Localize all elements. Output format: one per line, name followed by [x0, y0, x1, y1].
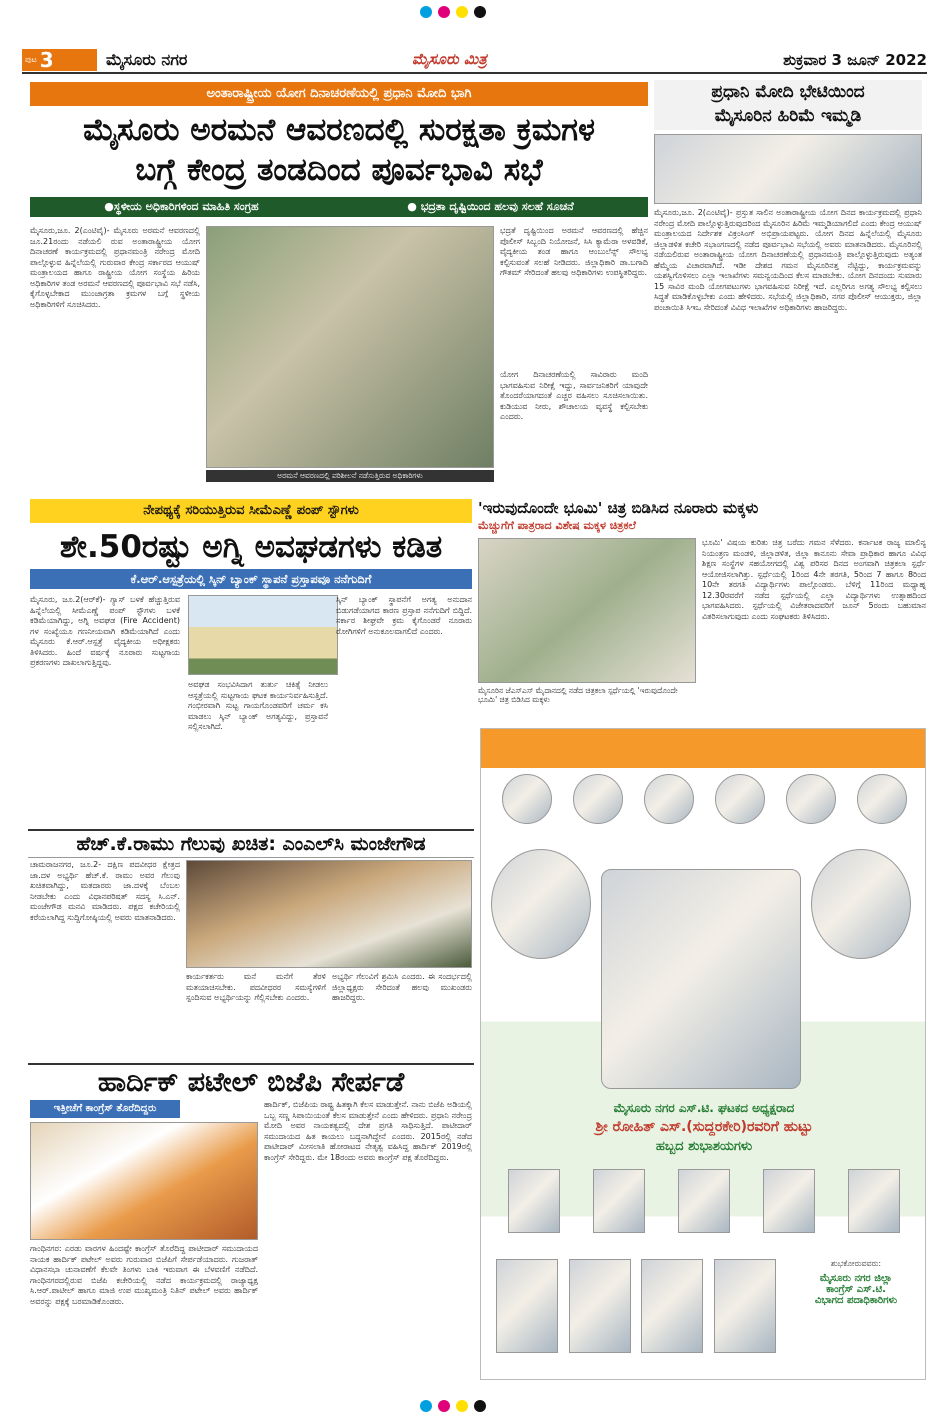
fire-col-3: ಸ್ಕಿನ್ ಬ್ಯಾಂಕ್ ಸ್ಥಾಪನೆಗೆ ಅಗತ್ಯ ಅನುದಾನ ಬಿಡುಗಡೆಯಾಗದ ಕಾರಣ ಪ್ರಸ್ತಾಪ ನನೆಗುದಿಗೆ ಬಿದ್ದಿದೆ. ಸರ್ಕಾರ ಶೀಘ್ರವೇ ಕ್ರಮ ಕೈಗೊಂಡರೆ ನೂರಾರು ರೋಗಿಗಳಿಗೆ ಅನುಕೂಲವಾಗಲಿದೆ ಎಂದರು. [336, 595, 472, 636]
page-label: ಪುಟ [25, 55, 37, 64]
mlc-headline: ಹೆಚ್.ಕೆ.ರಾಮು ಗೆಲುವು ಖಚಿತ: ಎಂಎಲ್‌ಸಿ ಮಂಜೇಗೌಡ [28, 829, 474, 858]
lead-col-3: ಭದ್ರತೆ ದೃಷ್ಟಿಯಿಂದ ಅರಮನೆ ಆವರಣದಲ್ಲಿ ಹೆಚ್ಚಿನ ಪೊಲೀಸ್ ಸಿಬ್ಬಂದಿ ನಿಯೋಜನೆ, ಸಿಸಿ ಕ್ಯಾಮೆರಾ ಅಳವಡಿಕೆ, ವೈದ್ಯಕೀಯ ತಂಡ ಹಾಗೂ ಆಂಬುಲೆನ್ಸ್ ಸೌಲಭ್ಯ ಕಲ್ಪಿಸುವಂತೆ ಸಲಹೆ ನೀಡಿದರು. ಜಿಲ್ಲಾಧಿಕಾರಿ ಡಾ.ಬಗಾದಿ ಗೌತಮ್ ಸೇರಿದಂತೆ ಹಲವು ಅಧಿಕಾರಿಗಳು ಉಪಸ್ಥಿತರಿದ್ದರು. [500, 226, 648, 277]
ad-portrait [496, 1259, 558, 1353]
mlc-col-1: ಚಾಮರಾಜನಗರ, ಜೂ.2- ದಕ್ಷಿಣ ಪದವೀಧರ ಕ್ಷೇತ್ರದ ಜಾ.ದಳ ಅಭ್ಯರ್ಥಿ ಹೆಚ್.ಕೆ. ರಾಮು ಅವರ ಗೆಲುವು ಖಚಿತವಾಗಿದ್ದು, ಮತದಾರರು ಜಾ.ದಳಕ್ಕೆ ಬೆಂಬಲ ನೀಡಬೇಕು ಎಂದು ವಿಧಾನಪರಿಷತ್ ಸದಸ್ಯ ಸಿ.ಎನ್. ಮಂಜೇಗೌಡ ಮನವಿ ಮಾಡಿದರು. ಪಕ್ಷದ ಕಚೇರಿಯಲ್ಲಿ ಕರೆಯಲಾಗಿದ್ದ ಸುದ್ದಿಗೋಷ್ಠಿಯಲ್ಲಿ ಅವರು ಮಾತನಾಡಿದರು. [30, 860, 180, 922]
ad-portrait [678, 1169, 730, 1233]
pm-headline-line1: ಪ್ರಧಾನಿ ಮೋದಿ ಭೇಟಿಯಿಂದ [711, 82, 865, 102]
registration-mark [420, 6, 432, 18]
ad-from-label: ಶುಭಕೋರುವವರು: [830, 1259, 882, 1268]
registration-mark [456, 6, 468, 18]
lead-col-4: ಯೋಗ ದಿನಾಚರಣೆಯಲ್ಲಿ ಸಾವಿರಾರು ಮಂದಿ ಭಾಗವಹಿಸುವ ನಿರೀಕ್ಷೆ ಇದ್ದು, ಸಾರ್ವಜನಿಕರಿಗೆ ಯಾವುದೇ ತೊಂದರೆಯಾಗದಂತೆ ಎಚ್ಚರ ವಹಿಸಲು ಸೂಚಿಸಲಾಯಿತು. ಕುಡಿಯುವ ನೀರು, ಶೌಚಾಲಯ ವ್ಯವಸ್ಥೆ ಕಲ್ಪಿಸಬೇಕು ಎಂದರು. [500, 370, 648, 421]
ad-from-line1: ಮೈಸೂರು ನಗರ ಜಿಲ್ಲಾ [819, 1273, 893, 1284]
registration-mark [438, 6, 450, 18]
registration-mark [474, 6, 486, 18]
lead-photo [206, 226, 494, 468]
ad-portrait [508, 1169, 560, 1233]
ad-side-portrait-right [811, 849, 911, 959]
pm-headline-box [654, 80, 922, 130]
ad-portrait [786, 774, 836, 824]
registration-mark [438, 1400, 450, 1412]
ad-portrait [573, 774, 623, 824]
issue-date: ಶುಕ್ರವಾರ 3 ಜೂನ್ 2022 [783, 51, 927, 69]
registration-marks-top [420, 6, 520, 20]
registration-mark [474, 1400, 486, 1412]
ad-title-line: ಮೈಸೂರು ನಗರ ಎಸ್.ಟಿ. ಘಟಕದ ಅಧ್ಯಕ್ಷರಾದ [613, 1101, 795, 1115]
ad-portrait [857, 774, 907, 824]
ad-from-block [791, 1259, 921, 1369]
ad-side-portrait-left [491, 849, 591, 959]
lead-sub-1: ●ಸ್ಥಳೀಯ ಅಧಿಕಾರಿಗಳಿಂದ ಮಾಹಿತಿ ಸಂಗ್ರಹ [104, 200, 259, 213]
kids-drawing-photo [478, 538, 696, 683]
fire-kicker: ನೇಪಥ್ಯಕ್ಕೆ ಸರಿಯುತ್ತಿರುವ ಸೀಮೆಎಣ್ಣೆ ಪಂಪ್ ಸ್ಟೌಗಳು [30, 499, 472, 523]
hardik-subhead: ಇತ್ತೀಚೆಗೆ ಕಾಂಗ್ರೆಸ್ ತೊರೆದಿದ್ದರು [30, 1100, 180, 1118]
lead-photo-caption: ಅರಮನೆ ಆವರಣದಲ್ಲಿ ಪರಿಶೀಲನೆ ನಡೆಸುತ್ತಿರುವ ಅಧಿಕಾರಿಗಳು [206, 470, 494, 482]
lead-kicker: ಅಂತಾರಾಷ್ಟ್ರೀಯ ಯೋಗ ದಿನಾಚರಣೆಯಲ್ಲಿ ಪ್ರಧಾನಿ ಮೋದಿ ಭಾಗಿ [30, 82, 648, 106]
section-name: ಮೈಸೂರು ನಗರ [106, 50, 188, 69]
mlc-press-photo [186, 860, 472, 968]
ad-portrait [715, 774, 765, 824]
mlc-col-3: ಅಭ್ಯರ್ಥಿ ಗೆಲುವಿಗೆ ಶ್ರಮಿಸಿ ಎಂದರು. ಈ ಸಂದರ್ಭದಲ್ಲಿ ಜಿಲ್ಲಾಧ್ಯಕ್ಷರು ಸೇರಿದಂತೆ ಹಲವು ಮುಖಂಡರು ಹಾಜರಿದ್ದರು. [332, 972, 472, 1002]
lead-col-1: ಮೈಸೂರು,ಜೂ. 2(ಎಂಟಿವೈ)- ಮೈಸೂರು ಅರಮನೆ ಆವರಣದಲ್ಲಿ ಜೂ.21ರಂದು ನಡೆಯಲಿ ರುವ ಅಂತಾರಾಷ್ಟ್ರೀಯ ಯೋಗ ದಿನಾಚರಣೆ ಕಾರ್ಯಕ್ರಮದಲ್ಲಿ ಪ್ರಧಾನಮಂತ್ರಿ ನರೇಂದ್ರ ಮೋದಿ ಪಾಲ್ಗೊಳ್ಳುವ ಹಿನ್ನೆಲೆಯಲ್ಲಿ ಗುರುವಾರ ಕೇಂದ್ರ ಸರ್ಕಾರದ ಆಯುಷ್ ಮಂತ್ರಾಲಯದ ಹಾಗೂ ರಾಷ್ಟ್ರೀಯ ಯೋಗ ಸಂಸ್ಥೆಯ ಹಿರಿಯ ಅಧಿಕಾರಿಗಳ ತಂಡ ಅರಮನೆ ಆವರಣದಲ್ಲಿ ಪೂರ್ವಭಾವಿ ಸಭೆ ನಡೆಸಿ, ಕೈಗೊಳ್ಳಬೇಕಾದ ಮುಂಜಾಗ್ರತಾ ಕ್ರಮಗಳ ಬಗ್ಗೆ ಸ್ಥಳೀಯ ಅಧಿಕಾರಿಗಳಿಗೆ ಸೂಚಿಸಿದರು. [30, 226, 200, 309]
ad-portrait [644, 774, 694, 824]
fire-col-2: ಅವಘಡ ಸಂಭವಿಸಿದಾಗ ತುರ್ತು ಚಿಕಿತ್ಸೆ ನೀಡಲು ಆಸ್ಪತ್ರೆಯಲ್ಲಿ ಸುಟ್ಟಗಾಯ ಘಟಕ ಕಾರ್ಯನಿರ್ವಹಿಸುತ್ತಿದೆ. ಗಂಭೀರವಾಗಿ ಸುಟ್ಟ ಗಾಯಗೊಂಡವರಿಗೆ ಚರ್ಮ ಕಸಿ ಮಾಡಲು ಸ್ಕಿನ್ ಬ್ಯಾಂಕ್ ಅಗತ್ಯವಿದ್ದು, ಪ್ರಸ್ತಾವನೆ ಸಲ್ಲಿಸಲಾಗಿದೆ. [188, 680, 328, 731]
registration-mark [420, 1400, 432, 1412]
kids-subhead: ಮೆಚ್ಚುಗೆಗೆ ಪಾತ್ರರಾದ ವಿಶೇಷ ಮಕ್ಕಳ ಚಿತ್ರಕಲೆ [478, 519, 636, 532]
page-number: 3 [39, 48, 54, 72]
hardik-col-2: ಹಾರ್ದಿಕ್, ಬಿಜೆಪಿಯ ರಾಷ್ಟ್ರ ಹಿತಕ್ಕಾಗಿ ಕೆಲಸ ಮಾಡುತ್ತೇನೆ. ನಾನು ಬಿಜೆಪಿ ಅಡಿಯಲ್ಲಿ ಒಬ್ಬ ಸಣ್ಣ ಸಿಪಾಯಿಯಂತೆ ಕೆಲಸ ಮಾಡುತ್ತೇನೆ ಎಂದು ಹೇಳಿದರು. ಪ್ರಧಾನಿ ನರೇಂದ್ರ ಮೋದಿ ಅವರ ನಾಯಕತ್ವದಲ್ಲಿ ದೇಶ ಪ್ರಗತಿ ಸಾಧಿಸುತ್ತಿದೆ. ಪಾಟೀದಾರ್ ಸಮುದಾಯದ ಹಿತ ಕಾಯಲು ಬದ್ಧನಾಗಿದ್ದೇನೆ ಎಂದರು. 2015ರಲ್ಲಿ ನಡೆದ ಪಾಟೀದಾರ್ ಮೀಸಲಾತಿ ಹೋರಾಟದ ನೇತೃತ್ವ ವಹಿಸಿದ್ದ ಹಾರ್ದಿಕ್ 2019ರಲ್ಲಿ ಕಾಂಗ್ರೆಸ್ ಸೇರಿದ್ದರು. ಮೇ 18ರಂದು ಅವರು ಕಾಂಗ್ರೆಸ್ ಪಕ್ಷ ತೊರೆದಿದ್ದರು. [264, 1100, 472, 1162]
lead-headline-line1: ಮೈಸೂರು ಅರಮನೆ ಆವರಣದಲ್ಲಿ ಸುರಕ್ಷತಾ ಕ್ರಮಗಳ [83, 112, 595, 148]
pm-story-body: ಮೈಸೂರು,ಜೂ. 2(ಎಂಟಿವೈ)- ಪ್ರಸ್ತುತ ಸಾಲಿನ ಅಂತಾರಾಷ್ಟ್ರೀಯ ಯೋಗ ದಿನದ ಕಾರ್ಯಕ್ರಮದಲ್ಲಿ ಪ್ರಧಾನಿ ನರೇಂದ್ರ ಮೋದಿ ಪಾಲ್ಗೊಳ್ಳುತ್ತಿರುವುದರಿಂದ ಮೈಸೂರಿನ ಹಿರಿಮೆ ಇಮ್ಮಡಿಯಾಗಲಿದೆ ಎಂದು ಕೇಂದ್ರ ಆಯುಷ್ ಮಂತ್ರಾಲಯದ ನಿರ್ದೇಶಕ ವಿಕ್ರಂಸಿಂಗ್ ಅಭಿಪ್ರಾಯಪಟ್ಟರು. ಯೋಗ ದಿನದ ಹಿನ್ನೆಲೆಯಲ್ಲಿ ಮೈಸೂರು ಜಿಲ್ಲಾಡಳಿತ ಕಚೇರಿ ಸಭಾಂಗಣದಲ್ಲಿ ನಡೆದ ಪೂರ್ವಭಾವಿ ಸಭೆಯಲ್ಲಿ ಅವರು ಮಾತನಾಡಿದರು. ಮೈಸೂರಿನಲ್ಲಿ ನಡೆಯಲಿರುವ ಅಂತಾರಾಷ್ಟ್ರೀಯ ಯೋಗ ದಿನಾಚರಣೆಯಲ್ಲಿ ಪ್ರಧಾನಮಂತ್ರಿ ಪಾಲ್ಗೊಳ್ಳುತ್ತಿರುವುದು ಅತ್ಯಂತ ಹೆಮ್ಮೆಯ ವಿಚಾರವಾಗಿದೆ. ಇಡೀ ದೇಶದ ಗಮನ ಮೈಸೂರಿನತ್ತ ನೆಟ್ಟಿದ್ದು, ಕಾರ್ಯಕ್ರಮವನ್ನು ಯಶಸ್ವಿಗೊಳಿಸಲು ಎಲ್ಲಾ ಇಲಾಖೆಗಳು ಸಮನ್ವಯದಿಂದ ಕೆಲಸ ಮಾಡಬೇಕು. ಯೋಗ ದಿನದಂದು ಸುಮಾರು 15 ಸಾವಿರ ಮಂದಿ ಯೋಗಪಟುಗಳು ಭಾಗವಹಿಸುವ ನಿರೀಕ್ಷೆ ಇದೆ. ಎಲ್ಲರಿಗೂ ಅಗತ್ಯ ಸೌಲಭ್ಯ ಕಲ್ಪಿಸಲು ಸಿದ್ಧತೆ ಮಾಡಿಕೊಳ್ಳಬೇಕು ಎಂದು ಹೇಳಿದರು. ಸಭೆಯಲ್ಲಿ ಜಿಲ್ಲಾಧಿಕಾರಿ, ನಗರ ಪೊಲೀಸ್ ಆಯುಕ್ತರು, ಜಿಲ್ಲಾ ಪಂಚಾಯಿತಿ ಸಿಇಒ ಸೇರಿದಂತೆ ವಿವಿಧ ಇಲಾಖೆಗಳ ಅಧಿಕಾರಿಗಳು ಹಾಜರಿದ್ದರು. [654, 208, 922, 312]
hardik-headline: ಹಾರ್ದಿಕ್ ಪಟೇಲ್ ಬಿಜೆಪಿ ಸೇರ್ಪಡೆ [28, 1063, 474, 1101]
ad-portrait [593, 1169, 645, 1233]
birthday-ad [480, 728, 926, 1380]
ad-portrait [569, 1259, 631, 1353]
page-header [22, 48, 927, 74]
hardik-joining-photo [30, 1122, 258, 1240]
kids-photo-caption: ಮೈಸೂರಿನ ಜೆಎಸ್‌ಎಸ್ ಮೈದಾನದಲ್ಲಿ ನಡೆದ ಚಿತ್ರಕಲಾ ಸ್ಪರ್ಧೆಯಲ್ಲಿ 'ಇರುವುದೊಂದೇ ಭೂಮಿ' ಚಿತ್ರ ಬಿಡಿಸಿದ ಮಕ್ಕಳು [478, 686, 678, 704]
ad-portrait-row [491, 739, 917, 859]
fire-col-1: ಮೈಸೂರು, ಜೂ.2(ಆರ್‌ಕೆ)- ಗ್ಯಾಸ್ ಬಳಕೆ ಹೆಚ್ಚುತ್ತಿರುವ ಹಿನ್ನೆಲೆಯಲ್ಲಿ ಸೀಮೆಎಣ್ಣೆ ಪಂಪ್ ಸ್ಟೌಗಳು ಬಳಕೆ ಕಡಿಮೆಯಾಗಿದ್ದು, ಅಗ್ನಿ ಅವಘಡ (Fire Accident) ಗಳ ಸಂಖ್ಯೆಯೂ ಗಣನೀಯವಾಗಿ ಕಡಿಮೆಯಾಗಿದೆ ಎಂದು ಮೈಸೂರು ಕೆ.ಆರ್.ಆಸ್ಪತ್ರೆ ವೈದ್ಯಕೀಯ ಅಧೀಕ್ಷಕರು ತಿಳಿಸಿದರು. ಹಿಂದೆ ವರ್ಷಕ್ಕೆ ನೂರಾರು ಸುಟ್ಟಗಾಯ ಪ್ರಕರಣಗಳು ದಾಖಲಾಗುತ್ತಿದ್ದವು. [30, 595, 180, 667]
kids-body: ಭೂಮಿ' ವಿಷಯ ಕುರಿತು ಚಿತ್ರ ಬರೆದು ಗಮನ ಸೆಳೆದರು. ಕರ್ನಾಟಕ ರಾಜ್ಯ ಮಾಲಿನ್ಯ ನಿಯಂತ್ರಣ ಮಂಡಳಿ, ಜಿಲ್ಲಾಡಳಿತ, ಜಿಲ್ಲಾ ಕಾನೂನು ಸೇವಾ ಪ್ರಾಧಿಕಾರ ಹಾಗೂ ವಿವಿಧ ಶಿಕ್ಷಣ ಸಂಸ್ಥೆಗಳ ಸಹಯೋಗದಲ್ಲಿ ವಿಶ್ವ ಪರಿಸರ ದಿನದ ಅಂಗವಾಗಿ ಚಿತ್ರಕಲಾ ಸ್ಪರ್ಧೆ ಆಯೋಜಿಸಲಾಗಿತ್ತು. ಸ್ಪರ್ಧೆಯಲ್ಲಿ 1ರಿಂದ 4ನೇ ತರಗತಿ, 5ರಿಂದ 7 ಹಾಗೂ 8ರಿಂದ 10ನೇ ತರಗತಿ ವಿದ್ಯಾರ್ಥಿಗಳು ಪಾಲ್ಗೊಂಡರು. ಬೆಳಿಗ್ಗೆ 11ರಿಂದ ಮಧ್ಯಾಹ್ನ 12.30ರವರೆಗೆ ನಡೆದ ಸ್ಪರ್ಧೆಯಲ್ಲಿ ಎಲ್ಲಾ ವಿದ್ಯಾರ್ಥಿಗಳು ಉತ್ಸಾಹದಿಂದ ಭಾಗವಹಿಸಿದರು. ಸ್ಪರ್ಧೆಯಲ್ಲಿ ವಿಜೇತರಾದವರಿಗೆ ಜೂನ್ 5ರಂದು ಬಹುಮಾನ ವಿತರಿಸಲಾಗುವುದು ಎಂದು ಸಂಘಟಕರು ತಿಳಿಸಿದರು. [702, 538, 926, 621]
lead-subheads [30, 197, 648, 217]
pm-headline-line2: ಮೈಸೂರಿನ ಹಿರಿಮೆ ಇಮ್ಮಡಿ [714, 106, 862, 126]
ad-portrait [502, 774, 552, 824]
ad-wish-line: ಹಬ್ಬದ ಶುಭಾಶಯಗಳು [655, 1139, 753, 1154]
ad-bottom-portrait-row [491, 1259, 781, 1359]
fire-hospital-photo [188, 595, 338, 675]
ad-name-line: ಶ್ರೀ ರೋಹಿತ್ ಎಸ್.(ಸುದ್ದರಕೇರಿ)ರವರಿಗೆ ಹುಟ್ಟು [595, 1119, 813, 1135]
pm-meeting-photo [654, 134, 922, 204]
page-number-box [22, 49, 97, 71]
ad-portrait [763, 1169, 815, 1233]
ad-lower-portrait-row [491, 1169, 917, 1239]
registration-marks-bottom [420, 1400, 520, 1414]
ad-from-line2: ಕಾಂಗ್ರೆಸ್ ಎಸ್.ಟಿ. [826, 1284, 886, 1295]
masthead: ಮೈಸೂರು ಮಿತ್ರ [412, 50, 487, 68]
fire-headline: ಶೇ.50ರಷ್ಟು ಅಗ್ನಿ ಅವಘಡಗಳು ಕಡಿತ [59, 529, 443, 565]
registration-mark [456, 1400, 468, 1412]
ad-from-line3: ವಿಭಾಗದ ಪದಾಧಿಕಾರಿಗಳು [814, 1295, 898, 1306]
kids-headline: 'ಇರುವುದೊಂದೇ ಭೂಮಿ' ಚಿತ್ರ ಬಿಡಿಸಿದ ನೂರಾರು ಮಕ್ಕಳು [478, 499, 759, 517]
hardik-col-1: ಗಾಂಧಿನಗರ: ಎರಡು ವಾರಗಳ ಹಿಂದಷ್ಟೇ ಕಾಂಗ್ರೆಸ್ ತೊರೆದಿದ್ದ ಪಾಟೀದಾರ್ ಸಮುದಾಯದ ನಾಯಕ ಹಾರ್ದಿಕ್ ಪಟೇಲ್ ಅವರು ಗುರುವಾರ ಬಿಜೆಪಿಗೆ ಸೇರ್ಪಡೆಯಾದರು. ಗುಜರಾತ್ ವಿಧಾನಸಭಾ ಚುನಾವಣೆಗೆ ಕೆಲವೇ ತಿಂಗಳು ಬಾಕಿ ಇರುವಾಗ ಈ ಬೆಳವಣಿಗೆ ನಡೆದಿದೆ. ಗಾಂಧಿನಗರದಲ್ಲಿರುವ ಬಿಜೆಪಿ ಕಚೇರಿಯಲ್ಲಿ ನಡೆದ ಕಾರ್ಯಕ್ರಮದಲ್ಲಿ ರಾಜ್ಯಾಧ್ಯಕ್ಷ ಸಿ.ಆರ್.ಪಾಟೀಲ್ ಹಾಗೂ ಮಾಜಿ ಉಪ ಮುಖ್ಯಮಂತ್ರಿ ನಿತಿನ್ ಪಟೇಲ್ ಅವರು ಹಾರ್ದಿಕ್ ಅವರನ್ನು ಪಕ್ಷಕ್ಕೆ ಬರಮಾಡಿಕೊಂಡರು. [30, 1244, 258, 1306]
ad-main-portrait [601, 869, 801, 1089]
ad-portrait [641, 1259, 703, 1353]
ad-portrait [714, 1259, 776, 1353]
mlc-col-2: ಕಾರ್ಯಕರ್ತರು ಮನೆ ಮನೆಗೆ ತೆರಳಿ ಮತಯಾಚಿಸಬೇಕು. ಪದವೀಧರರ ಸಮಸ್ಯೆಗಳಿಗೆ ಸ್ಪಂದಿಸುವ ಅಭ್ಯರ್ಥಿಯನ್ನು ಗೆಲ್ಲಿಸಬೇಕು ಎಂದರು. [186, 972, 326, 1002]
lead-headline-line2: ಬಗ್ಗೆ ಕೇಂದ್ರ ತಂಡದಿಂದ ಪೂರ್ವಭಾವಿ ಸಭೆ [135, 152, 543, 188]
fire-subhead: ಕೆ.ಆರ್.ಆಸ್ಪತ್ರೆಯಲ್ಲಿ ಸ್ಕಿನ್ ಬ್ಯಾಂಕ್ ಸ್ಥಾಪನೆ ಪ್ರಸ್ತಾಪವೂ ನನೆಗುದಿಗೆ [30, 569, 472, 589]
ad-portrait [848, 1169, 900, 1233]
lead-sub-2: ● ಭದ್ರತಾ ದೃಷ್ಟಿಯಿಂದ ಹಲವು ಸಲಹೆ ಸೂಚನೆ [407, 200, 574, 213]
